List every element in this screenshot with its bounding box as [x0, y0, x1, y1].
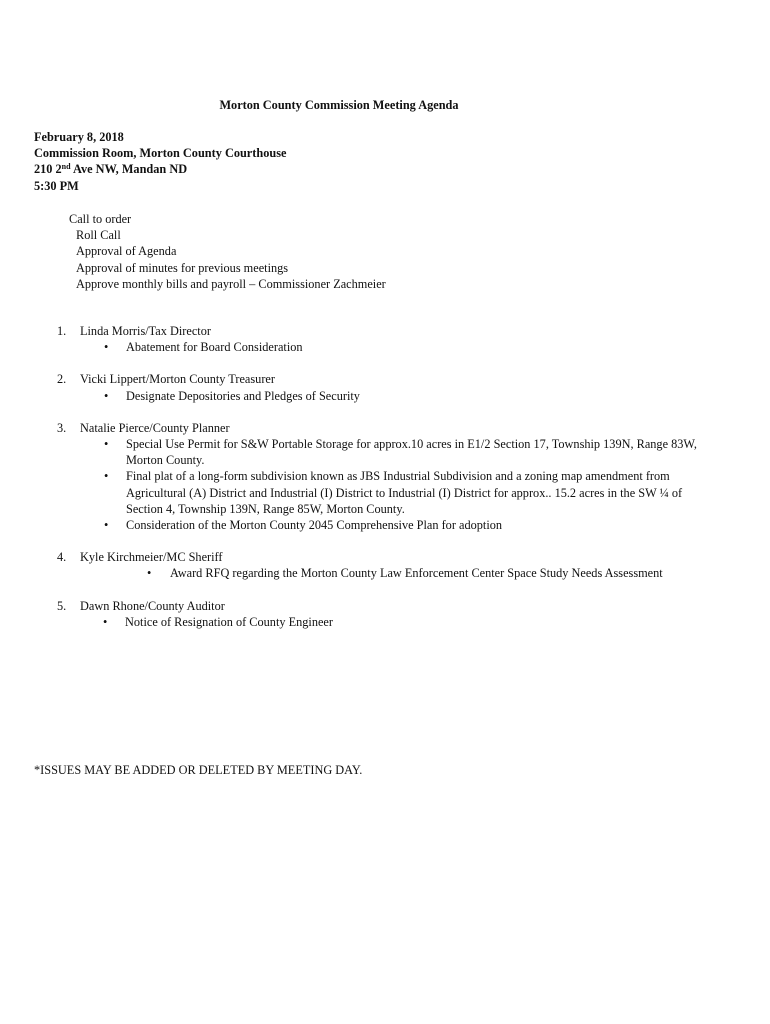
- agenda-bullet: [0, 436, 770, 468]
- meeting-header: [34, 129, 286, 194]
- agenda-item: [0, 371, 770, 403]
- address-prefix: 210 2: [34, 162, 62, 177]
- opening-item: Call to order: [69, 212, 132, 226]
- agenda-item-bullets: [0, 388, 770, 404]
- agenda-item-bullets: [0, 339, 770, 355]
- agenda-bullet: [0, 468, 770, 517]
- address-ordinal: nd: [61, 162, 71, 172]
- agenda-bullet-text: Notice of Resignation of County Engineer: [125, 614, 333, 629]
- bullet-icon: •: [104, 518, 109, 533]
- meeting-room: Commission Room, Morton County Courthouse: [34, 146, 287, 161]
- agenda-item-bullets: [0, 436, 770, 533]
- agenda-list: [0, 323, 770, 646]
- agenda-item-presenter: Dawn Rhone/County Auditor: [80, 598, 225, 613]
- bullet-icon: •: [147, 566, 152, 581]
- bullet-icon: •: [104, 340, 109, 355]
- agenda-item-heading: [0, 549, 770, 565]
- agenda-item-presenter: Linda Morris/Tax Director: [80, 324, 211, 338]
- agenda-item-number: 2.: [57, 372, 67, 387]
- opening-item: Approval of minutes for previous meetings: [76, 260, 289, 275]
- agenda-item-heading: [0, 371, 770, 387]
- agenda-bullet-text: Consideration of the Morton County 2045 Comprehensive Plan for adoption: [126, 518, 503, 533]
- agenda-bullet: [0, 517, 770, 533]
- agenda-item-number: 4.: [57, 550, 67, 565]
- agenda-bullet-text: Award RFQ regarding the Morton County Law Enforcement Center Space Study Needs Assessment: [170, 566, 663, 581]
- agenda-item-heading: [0, 598, 770, 614]
- agenda-item-number: 1.: [57, 324, 67, 338]
- agenda-bullet: [0, 565, 770, 581]
- agenda-item-presenter: Kyle Kirchmeier/MC Sheriff: [80, 550, 223, 565]
- agenda-item-bullets: [0, 565, 770, 581]
- address-suffix: Ave NW, Mandan ND: [70, 162, 188, 177]
- opening-item: Approve monthly bills and payroll – Commissioner Zachmeier: [76, 276, 386, 291]
- opening-item: Roll Call: [76, 228, 121, 243]
- opening-items: [69, 211, 386, 292]
- agenda-item: [0, 323, 770, 355]
- document-title: Morton County Commission Meeting Agenda: [219, 98, 459, 112]
- agenda-item-heading: [0, 420, 770, 436]
- opening-item: Approval of Agenda: [76, 244, 177, 259]
- agenda-item-number: 3.: [57, 420, 67, 435]
- agenda-item-bullets: [0, 614, 770, 630]
- footer-note: *ISSUES MAY BE ADDED OR DELETED BY MEETING DAY.: [34, 763, 363, 777]
- bullet-icon: •: [104, 388, 109, 403]
- agenda-item-number: 5.: [57, 598, 67, 613]
- agenda-item: [0, 420, 770, 533]
- agenda-item: [0, 598, 770, 630]
- agenda-bullet-text: Designate Depositories and Pledges of Security: [126, 388, 360, 403]
- bullet-icon: •: [104, 437, 109, 452]
- agenda-item-presenter: Natalie Pierce/County Planner: [80, 420, 230, 435]
- bullet-icon: •: [104, 469, 109, 484]
- meeting-address: [34, 161, 286, 177]
- agenda-bullet-text: Final plat of a long-form subdivision known as JBS Industrial Subdivision and a zoning map amendment from Agricultural (A) District and Industrial (I) District to Industrial (I) District for approx.. 15.2 acres in the SW ¼ of Section 4, Township 139N, Range 85W, Morton County.: [126, 469, 683, 516]
- agenda-bullet-text: Abatement for Board Consideration: [126, 340, 303, 355]
- bullet-icon: •: [103, 614, 108, 629]
- meeting-time: 5:30 PM: [34, 178, 79, 193]
- agenda-bullet: [0, 614, 770, 630]
- agenda-bullet: [0, 339, 770, 355]
- agenda-item-presenter: Vicki Lippert/Morton County Treasurer: [80, 372, 275, 387]
- agenda-item-heading: [0, 323, 770, 339]
- agenda-bullet: [0, 388, 770, 404]
- meeting-date: February 8, 2018: [34, 130, 124, 144]
- agenda-bullet-text: Special Use Permit for S&W Portable Storage for approx.10 acres in E1/2 Section 17, Township 139N, Range 83W, Morton County.: [126, 437, 697, 468]
- agenda-item: [0, 549, 770, 581]
